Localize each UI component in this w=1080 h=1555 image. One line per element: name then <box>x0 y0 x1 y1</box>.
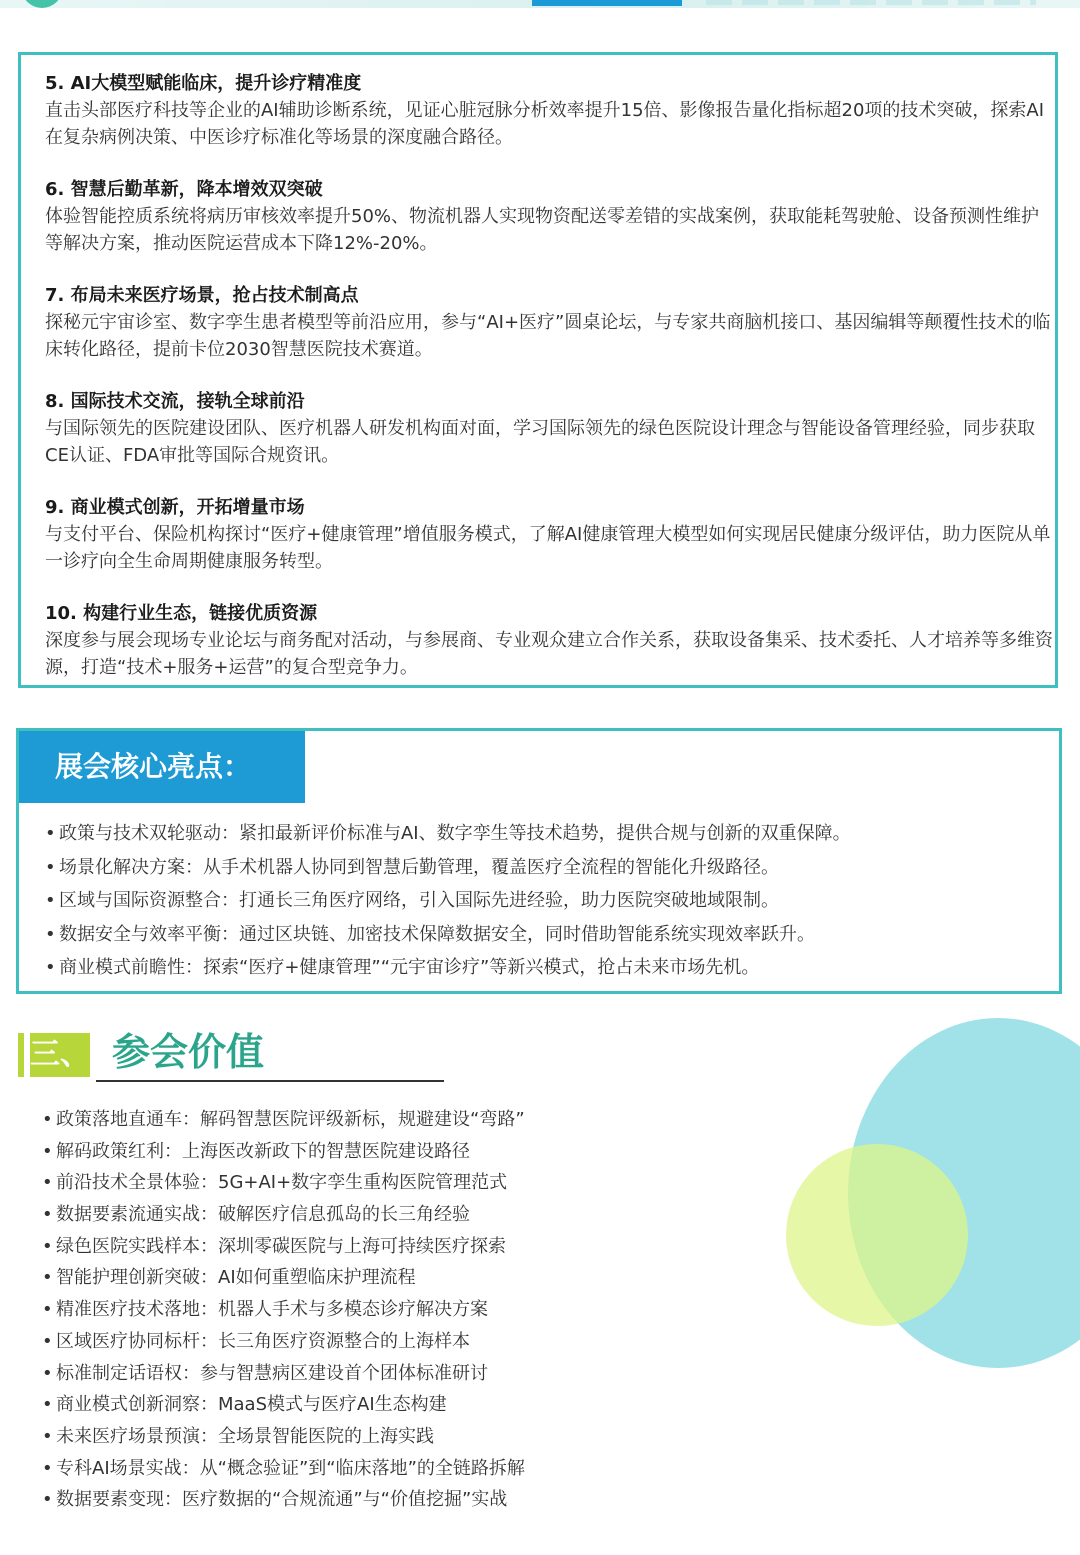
value-item <box>45 389 1055 469</box>
value-item-title: 5. AI大模型赋能临床，提升诊疗精准度 <box>45 73 362 94</box>
section-title: 参会价值 <box>112 1030 265 1074</box>
value-item-title: 9. 商业模式创新，开拓增量市场 <box>45 497 305 518</box>
bullet-icon: • <box>42 1140 53 1162</box>
list-item <box>42 1136 802 1168</box>
value-text: 智能护理创新突破：AI如何重塑临床护理流程 <box>56 1267 416 1289</box>
highlights-list <box>45 817 1045 985</box>
highlights-box <box>16 728 1062 994</box>
list-item <box>45 951 1045 985</box>
highlight-text: 场景化解决方案：从手术机器人协同到智慧后勤管理，覆盖医疗全流程的智能化升级路径。 <box>59 856 779 878</box>
bullet-icon: • <box>42 1172 53 1194</box>
bullet-icon: • <box>42 1330 53 1352</box>
highlights-header-tab <box>19 731 305 803</box>
decorative-circle-lime <box>786 1144 968 1326</box>
section-accent-bar <box>18 1033 24 1077</box>
list-item <box>45 918 1045 952</box>
value-item-body: 与国际领先的医院建设团队、医疗机器人研发机构面对面，学习国际领先的绿色医院设计理念与智能设备管理经验，同步获取CE认证、FDA审批等国际合规资讯。 <box>45 418 1035 466</box>
value-item <box>45 71 1055 151</box>
list-item <box>42 1199 802 1231</box>
list-item <box>45 851 1045 885</box>
bullet-icon: • <box>45 823 56 844</box>
value-item <box>45 283 1055 363</box>
bullet-icon: • <box>42 1489 53 1511</box>
bullet-icon: • <box>42 1362 53 1384</box>
value-item-body: 探秘元宇宙诊室、数字孪生患者模型等前沿应用，参与“AI+医疗”圆桌论坛，与专家共商脑机接口、基因编辑等颠覆性技术的临床转化路径，提前卡位2030智慧医院技术赛道。 <box>45 312 1051 360</box>
value-item-body: 深度参与展会现场专业论坛与商务配对活动，与参展商、专业观众建立合作关系，获取设备集采、技术委托、人才培养等多维资源，打造“技术+服务+运营”的复合型竞争力。 <box>45 630 1053 678</box>
highlight-text: 区域与国际资源整合：打通长三角医疗网络，引入国际先进经验，助力医院突破地域限制。 <box>59 890 779 911</box>
section-number: 三、 <box>30 1033 90 1077</box>
list-item <box>45 884 1045 918</box>
section-underline <box>96 1080 444 1082</box>
value-item-title: 6. 智慧后勤革新，降本增效双突破 <box>45 179 323 200</box>
bullet-icon: • <box>42 1299 53 1321</box>
bullet-icon: • <box>45 890 56 911</box>
value-text: 区域医疗协同标杆：长三角医疗资源整合的上海样本 <box>56 1330 470 1352</box>
list-item <box>42 1294 802 1326</box>
value-text: 专科AI场景实战：从“概念验证”到“临床落地”的全链路拆解 <box>56 1457 525 1479</box>
value-text: 商业模式创新洞察：MaaS模式与医疗AI生态构建 <box>56 1394 447 1416</box>
list-item <box>42 1104 802 1136</box>
list-item <box>42 1326 802 1358</box>
list-item <box>42 1453 802 1485</box>
value-text: 政策落地直通车：解码智慧医院评级新标，规避建设“弯路” <box>56 1109 525 1130</box>
value-text: 绿色医院实践样本：深圳零碳医院与上海可持续医疗探索 <box>56 1235 506 1257</box>
value-text: 解码政策红利：上海医改新政下的智慧医院建设路径 <box>56 1140 470 1162</box>
bullet-icon: • <box>45 957 56 978</box>
highlights-title: 展会核心亮点： <box>55 750 252 783</box>
bullet-icon: • <box>45 856 56 878</box>
list-item <box>42 1484 802 1516</box>
value-item <box>45 495 1055 575</box>
value-text: 前沿技术全景体验：5G+AI+数字孪生重构医院管理范式 <box>56 1172 508 1194</box>
bullet-icon: • <box>42 1457 53 1479</box>
value-text: 精准医疗技术落地：机器人手术与多模态诊疗解决方案 <box>56 1299 488 1321</box>
bullet-icon: • <box>42 1204 53 1226</box>
list-item <box>42 1421 802 1453</box>
list-item <box>42 1231 802 1263</box>
value-text: 数据要素流通实战：破解医疗信息孤岛的长三角经验 <box>56 1204 470 1226</box>
highlight-text: 政策与技术双轮驱动：紧扣最新评价标准与AI、数字孪生等技术趋势，提供合规与创新的双重保障。 <box>59 823 851 844</box>
value-item-title: 7. 布局未来医疗场景，抢占技术制高点 <box>45 285 359 306</box>
list-item <box>45 817 1045 851</box>
bullet-icon: • <box>42 1425 53 1447</box>
highlight-text: 数据安全与效率平衡：通过区块链、加密技术保障数据安全，同时借助智能系统实现效率跃升。 <box>59 923 815 945</box>
bullet-icon: • <box>42 1109 53 1130</box>
highlight-text: 商业模式前瞻性：探索“医疗+健康管理”“元宇宙诊疗”等新兴模式，抢占未来市场先机。 <box>59 957 760 978</box>
bullet-icon: • <box>45 923 56 945</box>
bullet-icon: • <box>42 1267 53 1289</box>
list-item <box>42 1358 802 1390</box>
value-text: 标准制定话语权：参与智慧病区建设首个团体标准研讨 <box>56 1362 488 1384</box>
value-items-box <box>18 52 1058 688</box>
value-item-body: 与支付平台、保险机构探讨“医疗+健康管理”增值服务模式，了解AI健康管理大模型如何实现居民健康分级评估，助力医院从单一诊疗向全生命周期健康服务转型。 <box>45 524 1051 572</box>
list-item <box>42 1389 802 1421</box>
value-list <box>42 1104 802 1516</box>
value-text: 未来医疗场景预演：全场景智能医院的上海实践 <box>56 1425 434 1447</box>
top-dots-decoration <box>706 0 1036 5</box>
bullet-icon: • <box>42 1235 53 1257</box>
top-title-fragment <box>532 0 702 6</box>
value-item-title: 10. 构建行业生态，链接优质资源 <box>45 603 318 624</box>
list-item <box>42 1167 802 1199</box>
list-item <box>42 1262 802 1294</box>
bullet-icon: • <box>42 1394 53 1416</box>
value-item <box>45 601 1055 681</box>
value-item <box>45 177 1055 257</box>
value-item-body: 体验智能控质系统将病历审核效率提升50%、物流机器人实现物资配送零差错的实战案例，获取能耗驾驶舱、设备预测性维护等解决方案，推动医院运营成本下降12%-20%。 <box>45 206 1040 254</box>
value-item-body: 直击头部医疗科技等企业的AI辅助诊断系统，见证心脏冠脉分析效率提升15倍、影像报告量化指标超20项的技术突破，探索AI在复杂病例决策、中医诊疗标准化等场景的深度融合路径。 <box>45 100 1045 148</box>
value-item-title: 8. 国际技术交流，接轨全球前沿 <box>45 391 305 412</box>
value-text: 数据要素变现：医疗数据的“合规流通”与“价值挖掘”实战 <box>56 1489 508 1511</box>
